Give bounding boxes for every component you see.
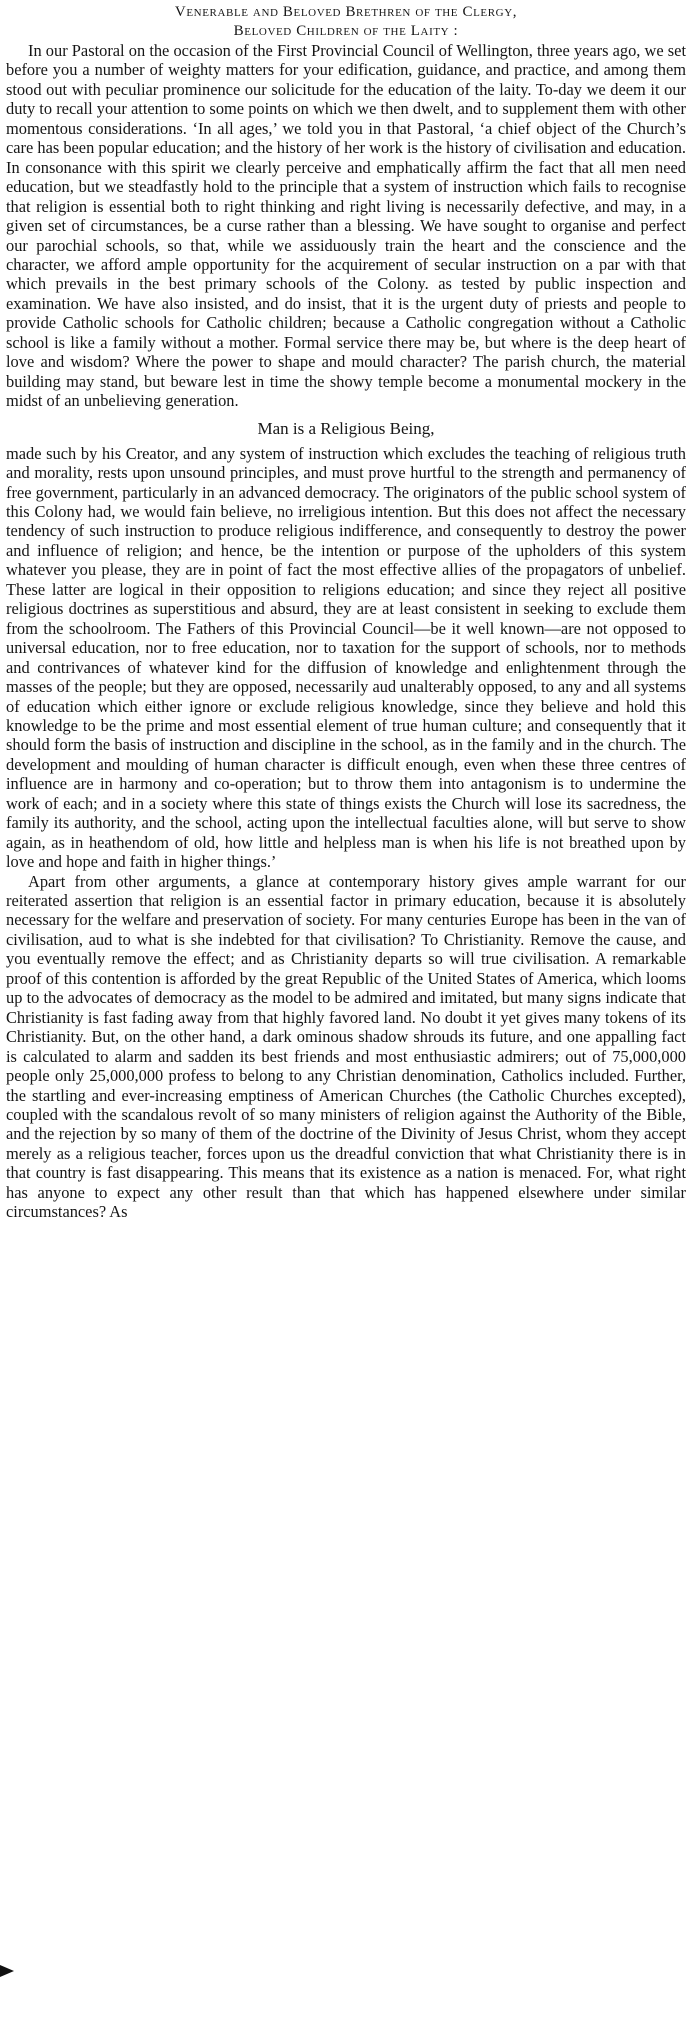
salutation-line-1: Venerable and Beloved Brethren of the Clergy, [174,4,518,20]
paragraph-2: made such by his Creator, and any system of instruction which excludes the teaching of religious truth and morality, rests upon unsound principles, and must prove hurtful to the strength and permanency of free government, particularly in an advanced democracy. The originators of the public school system of this Colony had, we would fain believe, no irreligious intention. But this does not affect the necessary tendency of such instruction to produce religious indifference, and consequently to destroy the power and influence of religion; and hence, be the intention or purpose of the upholders of this system whatever you please, they are in point of fact the most effective allies of the propagators of unbelief. These latter are logical in their opposition to religions education; and since they reject all positive religious doctrines as superstitious and absurd, they are at least consistent in seeking to exclude them from the schoolroom. The Fathers of this Provincial Council—be it well known—are not opposed to universal education, nor to free education, nor to taxation for the support of schools, nor to methods and contrivances of whatever kind for the diffusion of knowledge and enlightenment through the masses of the people; but they are opposed, necessarily aud unalterably opposed, to any and all systems of education which either ignore or exclude religious knowledge, since they believe and hold this knowledge to be the prime and most essential element of true human culture; and consequently that it should form the basis of instruction and discipline in the school, as in the family and in the church. The development and moulding of human character is difficult enough, even when these three centres of influence are in harmony and co-operation; but to throw them into antagonism is to undermine the work of each; and in a society where this state of things exists the Church will lose its sacredness, the family its authority, and the school, acting upon the intellectual faculties alone, will but serve to show again, as in heathendom of old, how little and helpless man is when his life is not breathed upon by love and hope and faith in higher things.’ [6,443,686,872]
margin-pointer-icon [0,1965,14,1977]
article-page [6,3,686,1222]
paragraph-3: Apart from other arguments, a glance at contemporary history gives ample warrant for our reiterated assertion that religion is an essential factor in primary education, because it is absolutely necessary for the welfare and preservation of society. For many centuries Europe has been in the van of civilisation, aud to what is she indebted for that civilisation? To Christianity. Remove the cause, and you eventually remove the effect; and as Christianity departs so will true civilisation. A remarkable proof of this contention is afforded by the great Republic of the United States of America, which looms up to the advocates of democracy as the model to be admired and imitated, but many signs indicate that Christianity is fast fading away from that highly favored land. No doubt it yet gives many tokens of its Christianity. But, on the other hand, a dark ominous shadow shrouds its future, and one appalling fact is calculated to alarm and sadden its best friends and most enthusiastic admirers; out of 75,000,000 people only 25,000,000 profess to belong to any Christian denomination, Catholics included. Further, the startling and ever-increasing emptiness of American Churches (the Catholic Churches excepted), coupled with the scandalous revolt of so many ministers of religion against the Authority of the Bible, and the rejection by so many of them of the doctrine of the Divinity of Jesus Christ, whom they accept merely as a religious teacher, forces upon us the dreadful conviction that what Christianity there is in that country is fast disappearing. This means that its existence as a nation is menaced. For, what right has anyone to expect any other result than that which has happened elsewhere under similar circumstances? As [6,871,686,1222]
salutation-line-2: Beloved Children of the Laity : [233,23,459,39]
paragraph-1: In our Pastoral on the occasion of the First Provincial Council of Wellington, three years ago, we set before you a number of weighty matters for your edification, guidance, and practice, and among them stood out with peculiar prominence our solicitude for the education of the laity. To-day we deem it our duty to recall your attention to some points on which we then dwelt, and to supplement them with other momentous considerations. ‘In all ages,’ we told you in that Pastoral, ‘a chief object of the Church’s care has been popular education; and the history of her work is the history of civilisation and education. In consonance with this spirit we clearly perceive and emphatically affirm the fact that all men need education, but we steadfastly hold to the principle that a system of instruction which fails to recognise that religion is essential both to right thinking and right living is necessarily defective, and may, in a given set of circumstances, be a curse rather than a blessing. We have sought to organise and perfect our parochial schools, so that, while we assiduously train the heart and the conscience and the character, we afford ample opportunity for the acquirement of secular instruction on a par with that which prevails in the best primary schools of the Colony. as tested by public inspection and examination. We have also insisted, and do insist, that it is the urgent duty of priests and people to provide Catholic schools for Catholic children; because a Catholic congregation without a Catholic school is like a family without a mother. Formal service there may be, but where is the deep heart of love and wisdom? Where the power to shape and mould character? The parish church, the material building may stand, but beware lest in time the showy temple become a monumental mockery in the midst of an unbelieving generation. [6,41,687,411]
section-subheading: Man is a Religious Being, [257,418,435,438]
